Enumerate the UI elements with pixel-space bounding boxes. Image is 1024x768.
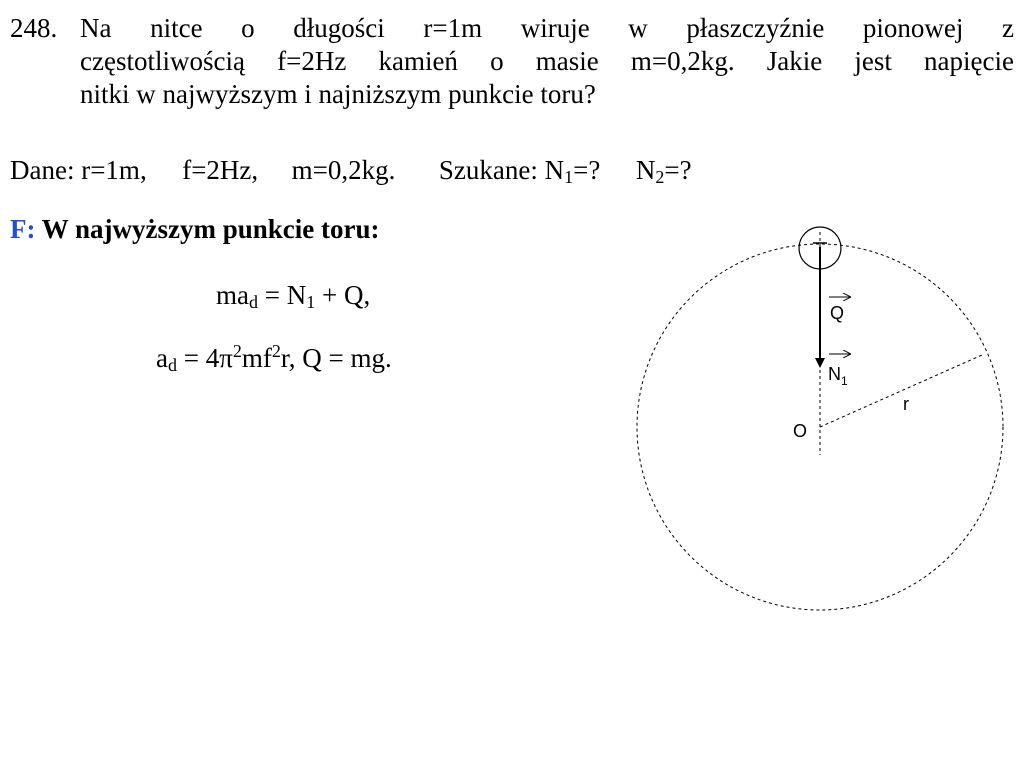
sought-label: Szukane: <box>438 155 538 185</box>
section-title: W najwyższym punkcie toru: <box>41 214 380 244</box>
label-r: r <box>903 394 909 414</box>
problem-number: 248. <box>10 13 58 43</box>
problem-line-1: Na nitce o długości r=1m wiruje w płaszczyźnie pionowej z <box>80 13 1014 43</box>
given-m: m=0,2kg. <box>291 155 396 185</box>
equation-acceleration: $a_d = 4\pi^2mf^2r$, Q = mg. <box>156 341 392 375</box>
problem-line-3: nitki w najwyższym i najniższym punkcie toru? <box>80 79 596 109</box>
section-label: F: <box>10 214 36 244</box>
label-o: O <box>793 421 808 441</box>
sought-n1: $N_1=$? <box>544 155 601 187</box>
equation-newton: $ma_d = N_1 + Q$, <box>216 280 371 312</box>
given-label: Dane: <box>10 155 75 185</box>
given-f: f=2Hz, <box>182 155 259 185</box>
problem-line-2: częstotliwością f=2Hz kamień o masie m=0,2kg. Jakie jest napięcie <box>80 46 1014 76</box>
radius-line <box>820 355 982 427</box>
given-r: r=1m, <box>81 155 147 185</box>
label-n1: $N_1$ <box>828 364 848 388</box>
label-q: Q <box>830 303 845 323</box>
sought-n2: $N_2=$? <box>635 155 692 187</box>
